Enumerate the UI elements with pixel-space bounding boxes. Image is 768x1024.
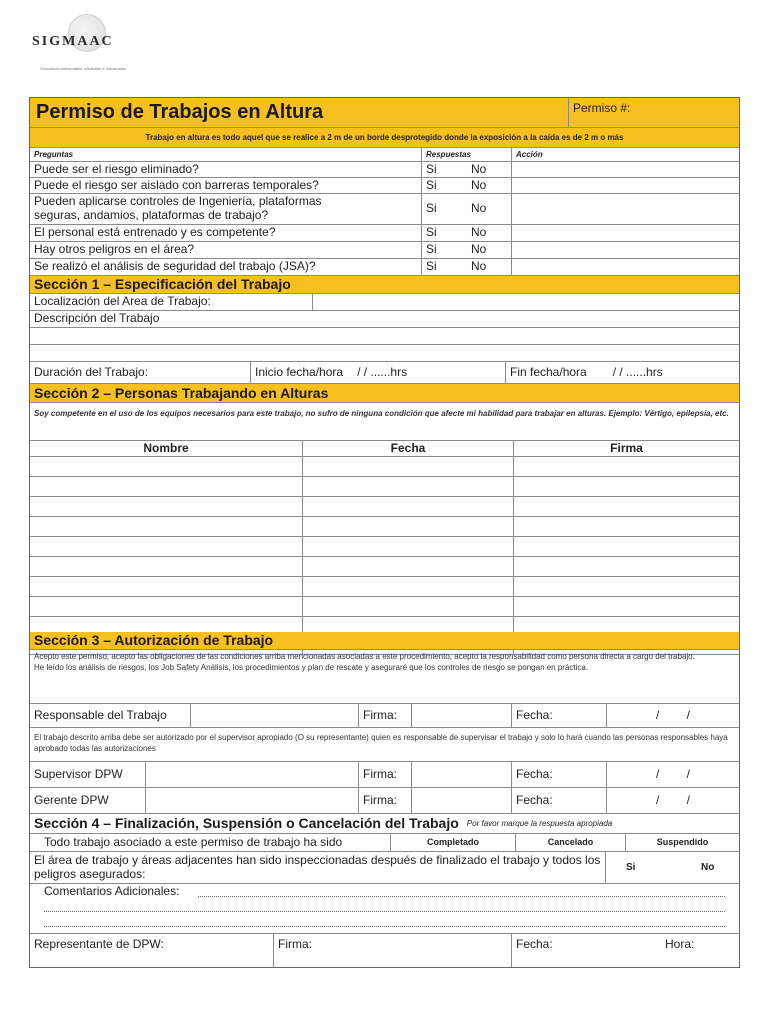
answer-no[interactable]: No (471, 225, 487, 240)
subtitle: Trabajo en altura es todo aquel que se realice a 2 m de un borde desprotegido donde la exposición a la caída es de 2 m o más (145, 132, 624, 142)
start-label: Inicio fecha/hora (255, 364, 344, 379)
date-cell[interactable] (302, 517, 513, 536)
answer-no[interactable]: No (471, 177, 487, 192)
inspection-text: El área de trabajo y áreas adjacentes han sido inspeccionadas después de finalizado el trabajo y todos los peligros asegurados: (34, 852, 601, 881)
date-label: Fecha: (511, 704, 606, 727)
question-text: El personal está entrenado y es competente? (34, 225, 276, 240)
signature-cell[interactable] (513, 457, 739, 476)
comments-label: Comentarios Adicionales: (44, 884, 180, 899)
work-status-label: Todo trabajo asociado a este permiso de trabajo ha sido (44, 834, 343, 849)
action-field[interactable] (511, 242, 739, 258)
col-date: Fecha (302, 441, 513, 456)
start-field[interactable] (250, 362, 505, 383)
competence-statement: Soy competente en el uso de los equipos necesarios para este trabajo, no sufro de ninguna condición que afecte mi habilidad para trabajar en alturas. Ejemplo: Vértigo, epilepsia, etc. (34, 409, 729, 418)
inspection-row (30, 852, 739, 884)
answer-no[interactable]: No (471, 242, 487, 257)
action-field[interactable] (511, 162, 739, 177)
signature-cell[interactable] (513, 577, 739, 596)
section-1-title: Sección 1 – Especificación del Trabajo (34, 276, 291, 293)
suspended-option[interactable]: Suspendido (625, 834, 739, 851)
answer-no[interactable]: No (471, 201, 487, 216)
question-row (30, 242, 739, 259)
representative-signature[interactable]: Firma: (273, 934, 511, 967)
signature-cell[interactable] (513, 557, 739, 576)
signature-cell[interactable] (513, 477, 739, 496)
answer-yes[interactable]: Si (421, 178, 467, 193)
section-1-header (30, 276, 739, 294)
acceptance-text-2: He leído los análisis de riesgos, los Job Safety Análisis, los procedimientos y plan de rescate y aseguraré que los controles de riesgo se pongan en práctica. (34, 663, 589, 672)
question-text: Puede ser el riesgo eliminado? (34, 161, 199, 176)
signature-label: Firma: (358, 788, 411, 813)
question-text: Hay otros peligros en el área? (34, 242, 195, 257)
acceptance-statement (34, 651, 735, 673)
duration-row (30, 362, 739, 384)
description-row[interactable] (30, 311, 739, 328)
title-row (30, 98, 739, 128)
end-label: Fin fecha/hora (510, 364, 587, 379)
description-line[interactable] (30, 345, 739, 362)
col-answers: Respuestas (421, 148, 511, 161)
section-4-title-wrap (30, 814, 739, 833)
section-3-header (30, 632, 739, 650)
location-input[interactable] (312, 294, 739, 310)
people-row[interactable] (30, 457, 739, 477)
comments-line[interactable] (44, 926, 725, 927)
acceptance-text-1: Acepto este permiso, acepto las obligaciones de las condiciones arriba mencionadas asociadas a este procedimiento, acepto la responsabilidad como persona directa a cargo del trabajo. (34, 652, 695, 661)
date-label: Fecha: (511, 788, 606, 813)
people-row[interactable] (30, 517, 739, 537)
date-cell[interactable] (302, 557, 513, 576)
permit-number-field[interactable] (568, 98, 739, 127)
answer-no[interactable]: No (471, 259, 487, 274)
location-row (30, 294, 739, 311)
authorization-statement: El trabajo descrito arriba debe ser autorizado por el supervisor apropiado (O su representante) quien es responsable de supervisar el trabajo y solo lo hará cuando las personas responsables haya aprobado todas las autorizaciones (34, 733, 728, 753)
description-line[interactable] (30, 328, 739, 345)
inspection-no[interactable]: No (701, 861, 715, 873)
company-logo (28, 14, 148, 74)
supervisor-row (30, 762, 739, 788)
people-row[interactable] (30, 577, 739, 597)
signature-cell[interactable] (513, 497, 739, 516)
responsible-input[interactable] (190, 704, 358, 727)
signature-cell[interactable] (513, 597, 739, 616)
work-status-row (30, 834, 739, 852)
supervisor-input[interactable] (145, 762, 358, 787)
signature-label: Firma: (358, 704, 411, 727)
action-field[interactable] (511, 225, 739, 241)
completed-option[interactable]: Completado (390, 834, 515, 851)
start-fill: / / ......hrs (357, 364, 408, 379)
col-signature: Firma (513, 441, 739, 456)
authorization-row (30, 728, 739, 762)
question-text: Se realizó el análisis de seguridad del trabajo (JSA)? (34, 259, 316, 274)
people-row[interactable] (30, 537, 739, 557)
questions-header (30, 148, 739, 162)
inspection-yes[interactable]: Si (605, 852, 669, 883)
signature-cell[interactable] (513, 517, 739, 536)
date-cell[interactable] (302, 457, 513, 476)
location-label: Localización del Area de Trabajo: (34, 294, 211, 309)
question-row (30, 178, 739, 194)
comments-line[interactable] (198, 896, 725, 897)
date-cell[interactable] (302, 537, 513, 556)
date-input[interactable]: / / (606, 788, 739, 813)
date-input[interactable]: / / (606, 762, 739, 787)
end-field[interactable] (505, 362, 739, 383)
representative-time[interactable]: Hora: (665, 937, 695, 951)
comments-line[interactable] (44, 911, 725, 912)
logo-name: SIGMAAC (32, 34, 114, 49)
question-row (30, 194, 739, 225)
answer-yes[interactable]: Si (421, 162, 467, 177)
logo-tagline: Soluciones ambientales, eficientes e industriales (40, 66, 127, 71)
responsible-label: Responsable del Trabajo (34, 707, 167, 722)
end-fill: / / ......hrs (612, 364, 663, 379)
people-row[interactable] (30, 557, 739, 577)
responsible-row (30, 704, 739, 728)
cancelled-option[interactable]: Cancelado (515, 834, 625, 851)
date-cell[interactable] (302, 577, 513, 596)
signature-label: Firma: (358, 762, 411, 787)
action-field[interactable] (511, 194, 739, 224)
manager-input[interactable] (145, 788, 358, 813)
answer-yes[interactable]: Si (421, 242, 467, 258)
question-row (30, 162, 739, 178)
question-text: Puede el riesgo ser aislado con barreras temporales? (34, 177, 319, 192)
signature-cell[interactable] (513, 537, 739, 556)
page-title: Permiso de Trabajos en Altura (36, 101, 324, 123)
permit-number-label: Permiso #: (573, 101, 631, 115)
people-row[interactable] (30, 497, 739, 517)
people-row[interactable] (30, 477, 739, 497)
section-2-title: Sección 2 – Personas Trabajando en Alturas (34, 384, 329, 401)
representative-label: Representante de DPW: (34, 937, 164, 951)
action-field[interactable] (511, 259, 739, 275)
people-row[interactable] (30, 597, 739, 617)
section-4-title: Sección 4 – Finalización, Suspensión o Cancelación del Trabajo (34, 815, 459, 832)
answer-no[interactable]: No (471, 161, 487, 176)
acceptance-row (30, 650, 739, 704)
signature-input[interactable] (411, 762, 511, 787)
date-cell[interactable] (302, 477, 513, 496)
subtitle-row (30, 128, 739, 148)
action-field[interactable] (511, 178, 739, 193)
competence-row (30, 403, 739, 441)
signature-input[interactable] (411, 788, 511, 813)
representative-date[interactable]: Fecha: (511, 934, 661, 967)
answer-yes[interactable]: Si (421, 194, 467, 224)
answer-yes[interactable]: Si (421, 225, 467, 241)
section-4-note: Por favor marque la respuesta apropiada (466, 818, 613, 828)
manager-label: Gerente DPW (34, 792, 109, 807)
representative-row (30, 934, 739, 967)
section-2-header (30, 384, 739, 403)
duration-label: Duración del Trabajo: (34, 364, 149, 379)
question-row (30, 259, 739, 276)
comments-row[interactable] (30, 884, 739, 934)
people-header (30, 441, 739, 457)
date-cell[interactable] (302, 597, 513, 616)
question-text: Pueden aplicarse controles de Ingeniería, plataformas seguras, andamios, plataformas de trabajo? (34, 194, 322, 222)
col-action: Acción (511, 148, 739, 161)
date-label: Fecha: (511, 762, 606, 787)
question-row (30, 225, 739, 242)
answer-yes[interactable]: Si (421, 259, 467, 275)
date-cell[interactable] (302, 497, 513, 516)
date-input[interactable]: / / (606, 704, 739, 727)
description-label: Descripción del Trabajo (34, 311, 160, 326)
manager-row (30, 788, 739, 814)
signature-input[interactable] (411, 704, 511, 727)
section-3-title: Sección 3 – Autorización de Trabajo (34, 632, 274, 649)
supervisor-label: Supervisor DPW (34, 766, 123, 781)
section-4-header (30, 814, 739, 834)
col-name: Nombre (143, 440, 189, 455)
permit-form (29, 97, 740, 968)
col-questions: Preguntas (34, 149, 74, 159)
